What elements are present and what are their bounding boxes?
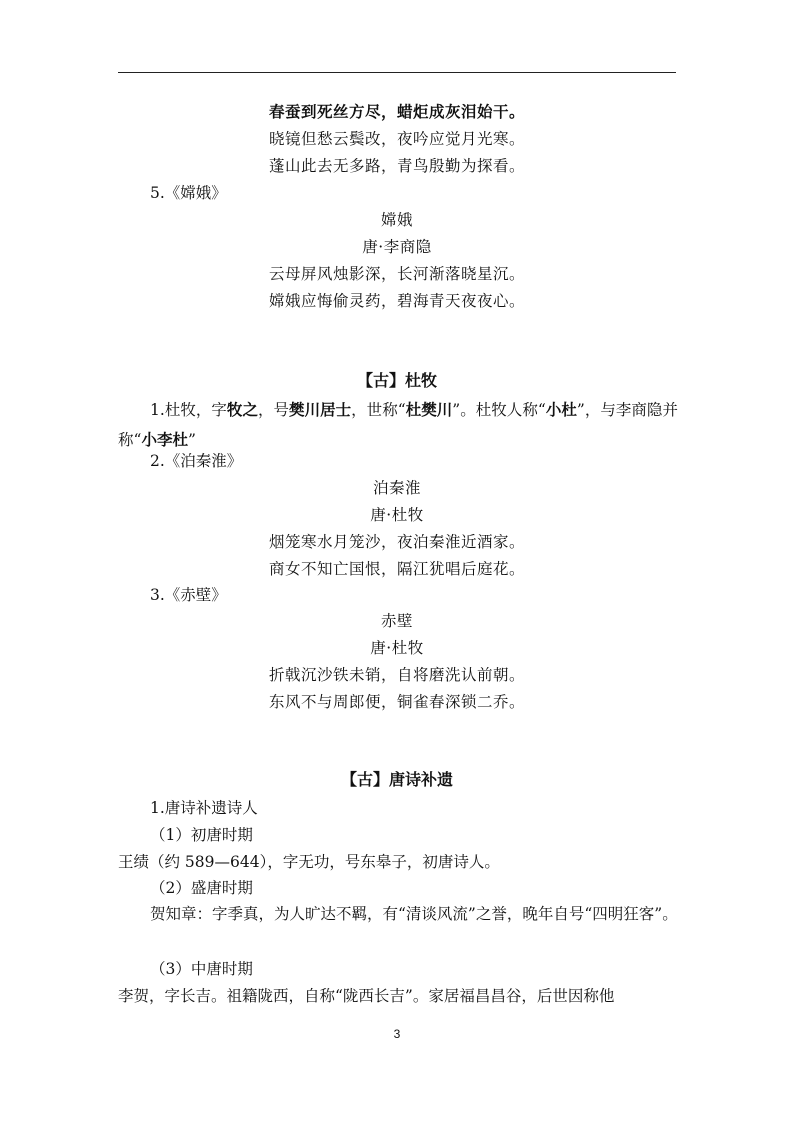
period-label: （3）中唐时期 xyxy=(150,960,253,978)
poem-title: 嫦娥 xyxy=(380,211,413,229)
intro-paragraph: 1.杜牧，字牧之，号樊川居士，世称“杜樊川”。杜牧人称“小杜”，与李商隐并称“小李杜” xyxy=(118,400,678,449)
list-item-label: 2.《泊秦淮》 xyxy=(150,452,243,470)
poem-line: 商女不知亡国恨，隔江犹唱后庭花。 xyxy=(268,560,525,578)
section-heading: 【古】杜牧 xyxy=(356,371,437,390)
paragraph: 李贺，字长吉。祖籍陇西，自称“陇西长吉”。家居福昌昌谷，后世因称他 xyxy=(118,987,615,1005)
poem-line: 烟笼寒水月笼沙，夜泊秦淮近酒家。 xyxy=(268,533,525,551)
list-item-label: 3.《赤壁》 xyxy=(150,586,227,604)
paragraph: 贺知章：字季真，为人旷达不羁，有“清谈风流”之誉，晚年自号“四明狂客”。 xyxy=(150,905,678,923)
period-label: （2）盛唐时期 xyxy=(150,879,253,897)
poem-line: 蓬山此去无多路，青鸟殷勤为探看。 xyxy=(268,157,525,175)
period-label: （1）初唐时期 xyxy=(150,826,253,844)
section-heading: 【古】唐诗补遗 xyxy=(340,770,453,789)
poem-line: 嫦娥应悔偷灵药，碧海青天夜夜心。 xyxy=(268,292,525,310)
poem-line-highlight: 春蚕到死丝方尽，蜡炬成灰泪始干。 xyxy=(268,102,525,121)
poem-title: 泊秦淮 xyxy=(372,479,421,497)
poem-line: 折戟沉沙铁未销，自将磨洗认前朝。 xyxy=(268,666,525,684)
list-item-label: 1.唐诗补遗诗人 xyxy=(150,799,258,817)
poem-author: 唐·杜牧 xyxy=(370,639,424,657)
poem-line: 东风不与周郎便，铜雀春深锁二乔。 xyxy=(268,693,525,711)
poem-line: 晓镜但愁云鬓改，夜吟应觉月光寒。 xyxy=(268,130,525,148)
header-rule xyxy=(118,72,676,73)
poem-title: 赤壁 xyxy=(380,612,413,630)
page-number: 3 xyxy=(393,1027,401,1041)
poem-author: 唐·杜牧 xyxy=(370,506,424,524)
poem-line: 云母屏风烛影深，长河渐落晓星沉。 xyxy=(268,265,525,283)
paragraph: 王绩（约 589—644），字无功，号东皋子，初唐诗人。 xyxy=(118,853,500,871)
poem-author: 唐·李商隐 xyxy=(362,238,432,256)
list-item-label: 5.《嫦娥》 xyxy=(150,184,227,202)
